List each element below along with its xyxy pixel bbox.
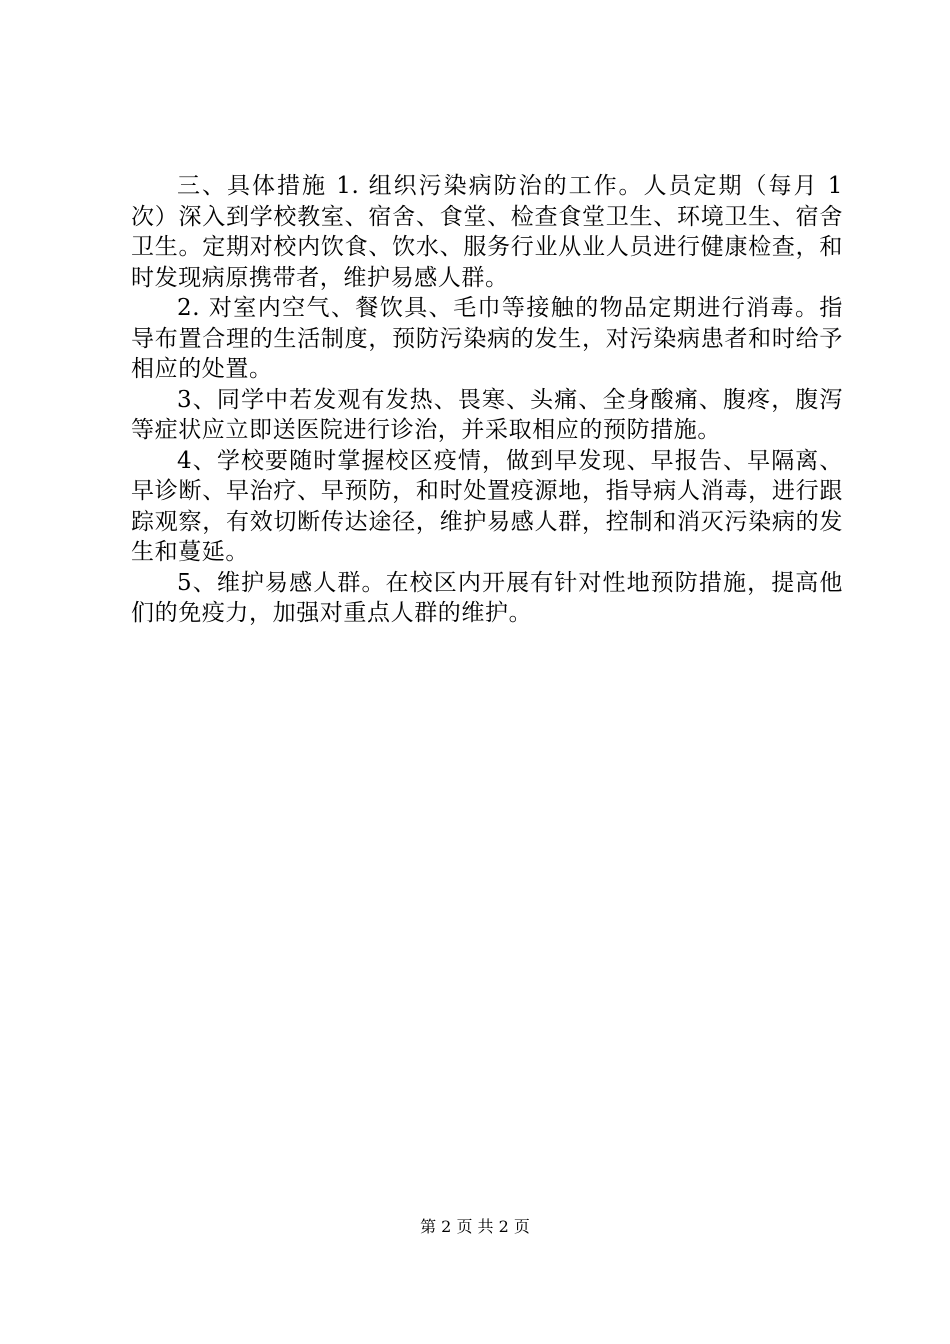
document-body — [131, 171, 843, 629]
paragraph-protect-susceptible: 5、维护易感人群。在校区内开展有针对性地预防措施，提高他们的免疫力，加强对重点人群的维护。 — [131, 569, 843, 626]
paragraph-disinfection: 2. 对室内空气、餐饮具、毛巾等接触的物品定期进行消毒。指导布置合理的生活制度，预防污染病的发生，对污染病患者和时给予相应的处置。 — [131, 295, 843, 382]
paragraph-epidemic-control: 4、学校要随时掌握校区疫情，做到早发现、早报告、早隔离、早诊断、早治疗、早预防，和时处置疫源地，指导病人消毒，进行跟踪观察，有效切断传达途径，维护易感人群，控制和消灭污染病的发生和蔓延。 — [131, 447, 843, 565]
paragraph-specific-measures: 三、具体措施 1. 组织污染病防治的工作。人员定期（每月 1 次）深入到学校教室、宿舍、食堂、检查食堂卫生、环境卫生、宿舍卫生。定期对校内饮食、饮水、服务行业从业人员进行健康检查，和时发现病原携带者，维护易感人群。 — [131, 173, 843, 291]
page-number: 第 2 页 共 2 页 — [420, 1217, 530, 1236]
page-footer — [0, 1217, 950, 1237]
paragraph-symptoms: 3、同学中若发观有发热、畏寒、头痛、全身酸痛、腹疼，腹泻等症状应立即送医院进行诊治，并采取相应的预防措施。 — [131, 386, 843, 443]
